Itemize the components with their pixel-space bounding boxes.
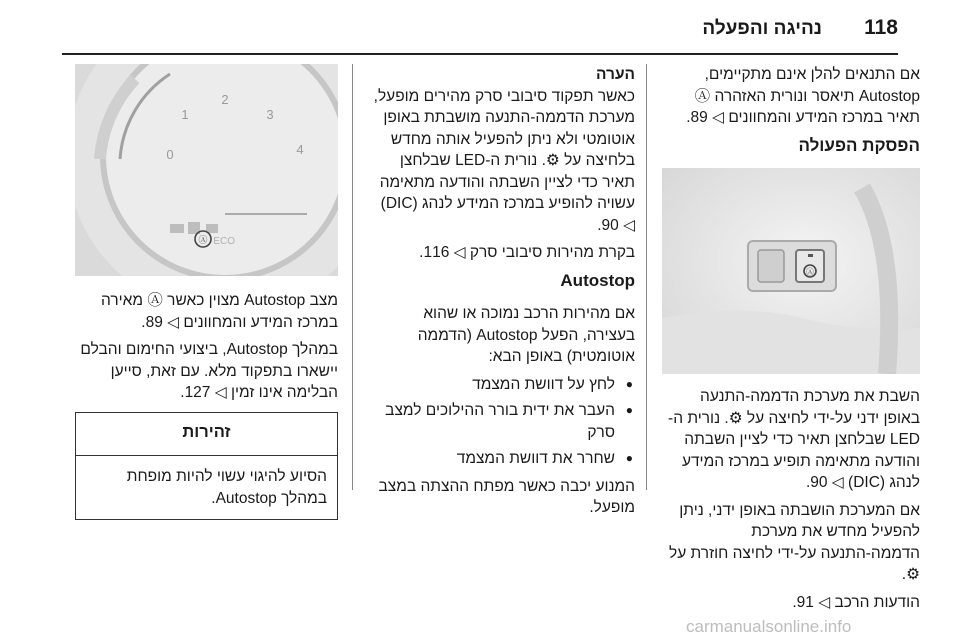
- note-text: כאשר תפקוד סיבובי סרק מהירים מופעל, מערכת הדממה-התנעה מושבתת באופן אוטומטי ולא ניתן להפעיל אותה מחדש בלחיצה על ⚙. נורית ה-LED שבלחצן תאיר כדי לציין השבתה והודעה מתאימה עשויה להופיע במרכז המידע לנהג (DIC) ◁ 90.: [373, 87, 635, 234]
- page-header: [60, 14, 898, 48]
- column-divider-left: [352, 64, 353, 490]
- eco-label: ECO: [213, 236, 235, 247]
- panel-button-symbol: Ⓐ: [806, 267, 814, 277]
- page-title: נהיגה והפעלה: [702, 18, 822, 39]
- column-divider-right: [646, 64, 647, 490]
- autostop-intro: אם מהירות הרכב נמוכה או שהוא בעצירה, הפעל Autostop (הדממה אוטומטית) באופן הבא:: [417, 305, 635, 365]
- section-title-deactivation: הפסקת הפעולה: [798, 135, 920, 155]
- list-item: ● שחרר את דוושת המצמד: [367, 448, 635, 470]
- autostop-indicated-paragraph: מצב Autostop מצוין כאשר Ⓐ מאירה במרכז המידע והמחוונים ◁ 89.: [101, 292, 338, 331]
- list-item: ● לחץ על דוושת המצמד: [367, 374, 635, 396]
- gauge-illustration: [75, 64, 338, 276]
- switch-panel-illustration: [662, 168, 920, 374]
- page-number: 118: [864, 16, 898, 39]
- reactivate-paragraph: אם המערכת הושבתה באופן ידני, ניתן להפעיל מחדש את מערכת הדממה-התנעה על-ידי לחיצה חוזרת על ⚙.: [669, 501, 920, 583]
- list-item: ● העבר את ידית בורר ההילוכים למצב סרק: [367, 400, 635, 443]
- gauge-mark: 4: [296, 142, 304, 157]
- section-title-autostop: Autostop: [560, 270, 635, 290]
- caution-text: הסיוע להיגוי עשוי להיות מופחת במהלך Autostop.: [126, 468, 327, 507]
- switch-panel-figure: [662, 168, 920, 374]
- manual-disable-paragraph: השבת את מערכת הדממה-התנעה באופן ידני על-ידי לחיצה על ⚙. נורית ה-LED שבלחצן תאיר כדי לציין השבתה והודעה מתאימה תופיע במרכז המידע לנהג (DIC) ◁ 90.: [668, 388, 920, 491]
- vehicle-messages-ref: הודעות הרכב ◁ 91.: [792, 593, 920, 611]
- idle-control-ref: בקרת מהירות סיבובי סרק ◁ 116.: [419, 244, 635, 261]
- gauge-mark: 1: [181, 107, 189, 122]
- left-column: [75, 64, 338, 520]
- autostop-steps: [367, 374, 635, 470]
- instrument-cluster-figure: [75, 64, 338, 276]
- note-title: הערה: [596, 66, 635, 83]
- gauge-mark: 2: [221, 92, 229, 107]
- caution-box: [75, 412, 338, 521]
- caution-title: זהירות: [76, 413, 337, 457]
- watermark: carmanualsonline.info: [686, 617, 852, 636]
- gauge-mark: 0: [166, 147, 174, 162]
- header-rule: [62, 53, 898, 55]
- right-column: [662, 64, 920, 619]
- gauge-mark: 3: [266, 107, 274, 122]
- autostop-performance-paragraph: במהלך Autostop, ביצועי החימום והבלם יישארו בתפקוד מלא. עם זאת, סייען הבלימה אינו זמין ◁ 127.: [80, 341, 338, 401]
- engine-off-paragraph: המנוע יכבה כאשר מפתח ההצתה במצב מופעל.: [378, 477, 635, 516]
- conditions-paragraph: אם התנאים להלן אינם מתקיימים, Autostop תיאסר ונורית האזהרה Ⓐ תאיר במרכז המידע והמחוונים ◁ 89.: [686, 66, 920, 126]
- middle-column: [367, 64, 635, 525]
- autostop-indicator-symbol: Ⓐ: [198, 236, 208, 246]
